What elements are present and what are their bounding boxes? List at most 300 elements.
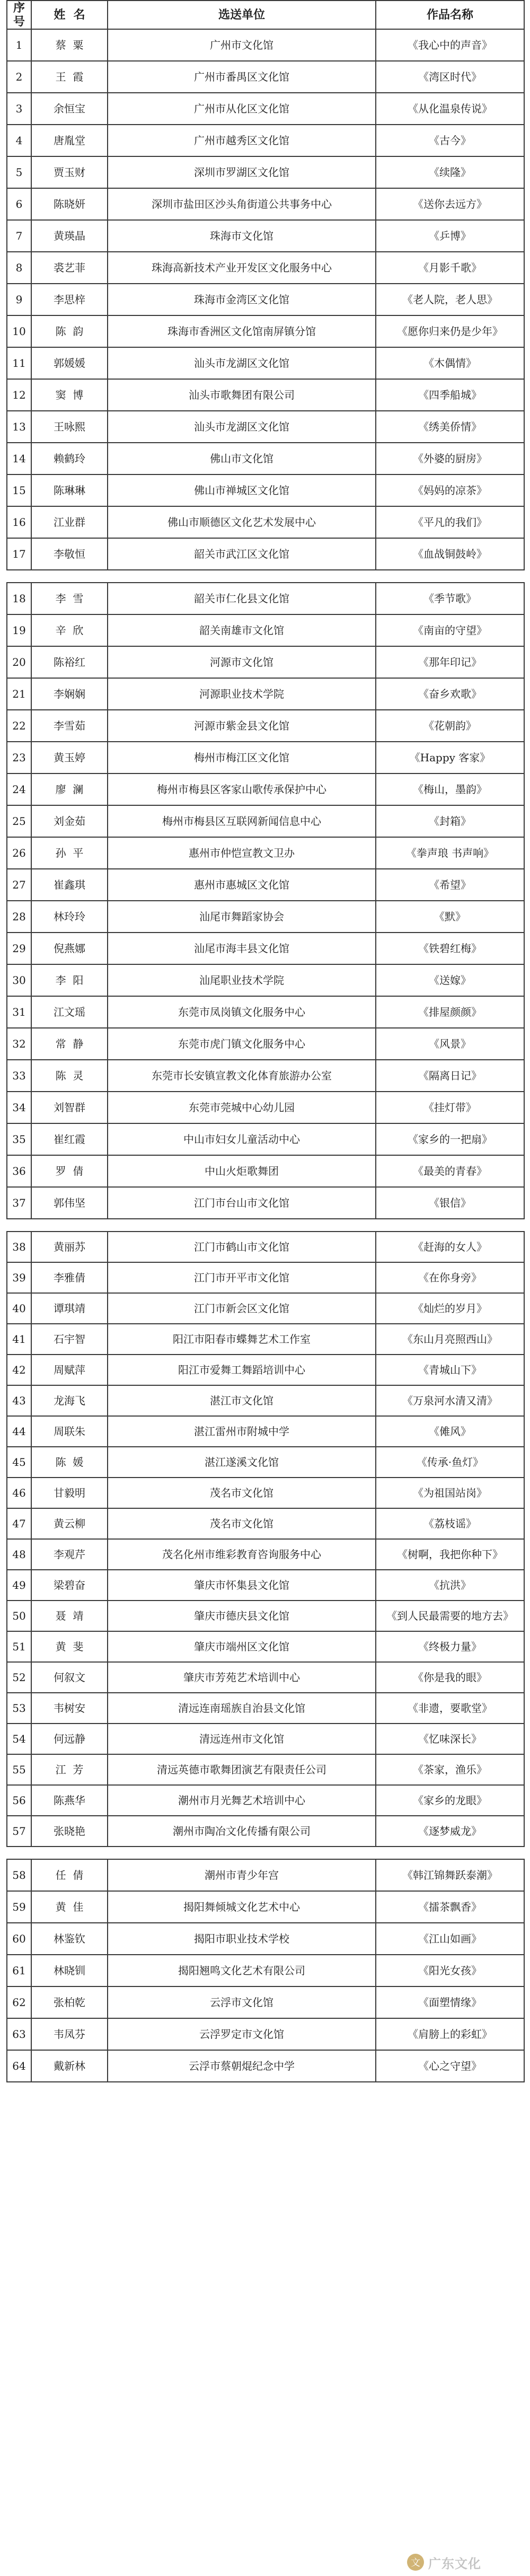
cell-name: 郭伟坚 — [31, 1187, 108, 1219]
cell-work: 《阳光女孩》 — [376, 1955, 524, 1986]
cell-work: 《从化温泉传说》 — [376, 93, 524, 125]
site-logo-icon: 文 — [407, 2554, 424, 2571]
cell-unit: 中山火炬歌舞团 — [108, 1155, 376, 1187]
table-row — [7, 1324, 524, 1355]
cell-unit: 肇庆市芳苑艺术培训中心 — [108, 1662, 376, 1693]
cell-no: 51 — [7, 1631, 31, 1662]
cell-unit: 韶关南雄市文化馆 — [108, 614, 376, 646]
cell-work: 《忆味深长》 — [376, 1724, 524, 1754]
cell-name: 崔鑫琪 — [31, 869, 108, 901]
table-row — [7, 1754, 524, 1785]
cell-unit: 东莞市长安镇宣教文化体育旅游办公室 — [108, 1060, 376, 1092]
cell-no: 48 — [7, 1539, 31, 1570]
cell-no: 3 — [7, 93, 31, 125]
cell-work: 《绣美侨情》 — [376, 411, 524, 443]
cell-work: 《荔枝谣》 — [376, 1508, 524, 1539]
table-row — [7, 678, 524, 710]
cell-name: 倪燕娜 — [31, 933, 108, 964]
cell-name: 王 霞 — [31, 61, 108, 93]
cell-unit: 江门市台山市文化馆 — [108, 1187, 376, 1219]
cell-no: 40 — [7, 1293, 31, 1324]
cell-unit: 潮州市青少年宫 — [108, 1859, 376, 1891]
table-row — [7, 805, 524, 837]
cell-name: 黄瑛晶 — [31, 220, 108, 252]
cell-unit: 揭阳市职业技术学校 — [108, 1923, 376, 1955]
cell-work: 《月影千歌》 — [376, 252, 524, 284]
table-row — [7, 1693, 524, 1724]
table-row — [7, 1631, 524, 1662]
cell-no: 53 — [7, 1693, 31, 1724]
cell-name: 刘金茹 — [31, 805, 108, 837]
cell-no: 6 — [7, 188, 31, 220]
cell-no: 58 — [7, 1859, 31, 1891]
cell-work: 《银信》 — [376, 1187, 524, 1219]
cell-name: 陈裕红 — [31, 646, 108, 678]
cell-work: 《肩膀上的彩虹》 — [376, 2018, 524, 2050]
table-row — [7, 933, 524, 964]
table-row — [7, 538, 524, 570]
cell-unit: 梅州市梅县区互联网新闻信息中心 — [108, 805, 376, 837]
cell-work: 《四季船城》 — [376, 379, 524, 411]
table-row — [7, 1155, 524, 1187]
cell-no: 19 — [7, 614, 31, 646]
table-row — [7, 773, 524, 805]
cell-no: 11 — [7, 347, 31, 379]
cell-no: 31 — [7, 996, 31, 1028]
table-row — [7, 1262, 524, 1293]
cell-work: 《花朝韵》 — [376, 710, 524, 742]
cell-no: 29 — [7, 933, 31, 964]
table-row — [7, 1816, 524, 1847]
cell-unit: 深圳市罗湖区文化馆 — [108, 156, 376, 188]
table-row — [7, 188, 524, 220]
table-row — [7, 2050, 524, 2082]
cell-unit: 汕头市歌舞团有限公司 — [108, 379, 376, 411]
cell-no: 42 — [7, 1355, 31, 1385]
cell-no: 4 — [7, 125, 31, 156]
cell-work: 《你是我的眼》 — [376, 1662, 524, 1693]
cell-unit: 韶关市武江区文化馆 — [108, 538, 376, 570]
cell-no: 25 — [7, 805, 31, 837]
header-no — [7, 1, 31, 29]
cell-unit: 湛江遂溪文化馆 — [108, 1447, 376, 1478]
table-row — [7, 252, 524, 284]
cell-unit: 广州市越秀区文化馆 — [108, 125, 376, 156]
cell-no: 35 — [7, 1123, 31, 1155]
cell-no: 43 — [7, 1385, 31, 1416]
cell-unit: 汕头市龙湖区文化馆 — [108, 347, 376, 379]
cell-unit: 汕尾市舞蹈家协会 — [108, 901, 376, 933]
cell-no: 60 — [7, 1923, 31, 1955]
table-row — [7, 156, 524, 188]
cell-unit: 云浮罗定市文化馆 — [108, 2018, 376, 2050]
cell-name: 李思梓 — [31, 284, 108, 315]
cell-unit: 清远英德市歌舞团演艺有限责任公司 — [108, 1754, 376, 1785]
list-table-part-2 — [6, 582, 525, 1219]
table-row — [7, 1355, 524, 1385]
cell-work: 《乒博》 — [376, 220, 524, 252]
cell-work: 《南亩的守望》 — [376, 614, 524, 646]
cell-work: 《续隆》 — [376, 156, 524, 188]
cell-work: 《心之守望》 — [376, 2050, 524, 2082]
cell-work: 《木偶情》 — [376, 347, 524, 379]
list-table-part-1 — [6, 0, 525, 570]
header-no-line2: 号 — [13, 15, 25, 29]
cell-work: 《送你去远方》 — [376, 188, 524, 220]
cell-no: 24 — [7, 773, 31, 805]
cell-unit: 茂名市文化馆 — [108, 1478, 376, 1508]
cell-unit: 河源市文化馆 — [108, 646, 376, 678]
table-row — [7, 1028, 524, 1060]
cell-work: 《江山如画》 — [376, 1923, 524, 1955]
table-row — [7, 93, 524, 125]
table-row — [7, 614, 524, 646]
table-row — [7, 2018, 524, 2050]
cell-name: 韦凤芬 — [31, 2018, 108, 2050]
table-row — [7, 1601, 524, 1631]
table-row — [7, 1508, 524, 1539]
cell-unit: 东莞市莞城中心幼儿园 — [108, 1092, 376, 1123]
cell-name: 李雪茹 — [31, 710, 108, 742]
cell-name: 陈燕华 — [31, 1785, 108, 1816]
cell-name: 周赋萍 — [31, 1355, 108, 1385]
cell-name: 林玲玲 — [31, 901, 108, 933]
cell-work: 《万泉河水清又清》 — [376, 1385, 524, 1416]
cell-unit: 江门市新会区文化馆 — [108, 1293, 376, 1324]
table-row — [7, 29, 524, 61]
cell-unit: 广州市从化区文化馆 — [108, 93, 376, 125]
cell-name: 林鉴钦 — [31, 1923, 108, 1955]
cell-name: 罗 倩 — [31, 1155, 108, 1187]
cell-no: 8 — [7, 252, 31, 284]
cell-work: 《铁碧红梅》 — [376, 933, 524, 964]
cell-name: 窦 博 — [31, 379, 108, 411]
header-no-line1: 序 — [13, 1, 25, 15]
cell-unit: 江门市开平市文化馆 — [108, 1262, 376, 1293]
cell-unit: 肇庆市德庆县文化馆 — [108, 1601, 376, 1631]
cell-name: 张柏乾 — [31, 1986, 108, 2018]
cell-no: 13 — [7, 411, 31, 443]
cell-name: 黄玉婷 — [31, 742, 108, 773]
cell-name: 李娴娴 — [31, 678, 108, 710]
cell-work: 《擂茶飘香》 — [376, 1891, 524, 1923]
cell-name: 江文瑶 — [31, 996, 108, 1028]
cell-no: 56 — [7, 1785, 31, 1816]
cell-work: 《希望》 — [376, 869, 524, 901]
table-row — [7, 1385, 524, 1416]
cell-name: 李 阳 — [31, 964, 108, 996]
cell-unit: 清远连南瑶族自治县文化馆 — [108, 1693, 376, 1724]
cell-name: 余恒宝 — [31, 93, 108, 125]
cell-work: 《平凡的我们》 — [376, 506, 524, 538]
cell-work: 《外婆的厨房》 — [376, 443, 524, 474]
cell-unit: 汕尾市海丰县文化馆 — [108, 933, 376, 964]
cell-name: 李 雪 — [31, 583, 108, 614]
cell-no: 16 — [7, 506, 31, 538]
cell-work: 《抗洪》 — [376, 1570, 524, 1601]
cell-unit: 湛江雷州市附城中学 — [108, 1416, 376, 1447]
cell-name: 陈 媛 — [31, 1447, 108, 1478]
cell-unit: 茂名市文化馆 — [108, 1508, 376, 1539]
cell-no: 57 — [7, 1816, 31, 1847]
cell-no: 9 — [7, 284, 31, 315]
cell-name: 林晓钏 — [31, 1955, 108, 1986]
table-row — [7, 1986, 524, 2018]
cell-no: 38 — [7, 1232, 31, 1262]
cell-work: 《默》 — [376, 901, 524, 933]
cell-name: 任 倩 — [31, 1859, 108, 1891]
cell-work: 《老人院，老人思》 — [376, 284, 524, 315]
cell-work: 《灿烂的岁月》 — [376, 1293, 524, 1324]
table-row — [7, 869, 524, 901]
cell-no: 1 — [7, 29, 31, 61]
cell-work: 《东山月亮照西山》 — [376, 1324, 524, 1355]
cell-no: 7 — [7, 220, 31, 252]
table-row — [7, 1416, 524, 1447]
table-row — [7, 583, 524, 614]
cell-unit: 佛山市文化馆 — [108, 443, 376, 474]
cell-work: 《赶海的女人》 — [376, 1232, 524, 1262]
table-row — [7, 220, 524, 252]
cell-unit: 梅州市梅江区文化馆 — [108, 742, 376, 773]
cell-name: 李敬恒 — [31, 538, 108, 570]
cell-work: 《最美的青春》 — [376, 1155, 524, 1187]
cell-no: 10 — [7, 315, 31, 347]
cell-unit: 阳江市阳春市蝶舞艺术工作室 — [108, 1324, 376, 1355]
cell-work: 《树啊，我把你种下》 — [376, 1539, 524, 1570]
cell-name: 蔡 粟 — [31, 29, 108, 61]
cell-no: 17 — [7, 538, 31, 570]
cell-name: 甘毅明 — [31, 1478, 108, 1508]
table-row — [7, 411, 524, 443]
cell-unit: 深圳市盐田区沙头角街道公共事务中心 — [108, 188, 376, 220]
cell-no: 21 — [7, 678, 31, 710]
cell-work: 《我心中的声音》 — [376, 29, 524, 61]
cell-work: 《逐梦威龙》 — [376, 1816, 524, 1847]
cell-name: 黄丽苏 — [31, 1232, 108, 1262]
table-row — [7, 1539, 524, 1570]
cell-name: 江业群 — [31, 506, 108, 538]
cell-name: 孙 平 — [31, 837, 108, 869]
cell-work: 《为祖国站岗》 — [376, 1478, 524, 1508]
cell-no: 30 — [7, 964, 31, 996]
table-row — [7, 1232, 524, 1262]
cell-no: 47 — [7, 1508, 31, 1539]
cell-name: 贾玉财 — [31, 156, 108, 188]
table-row — [7, 837, 524, 869]
cell-work: 《面塑情缘》 — [376, 1986, 524, 2018]
cell-unit: 东莞市凤岗镇文化服务中心 — [108, 996, 376, 1028]
cell-work: 《梅山，墨韵》 — [376, 773, 524, 805]
cell-no: 26 — [7, 837, 31, 869]
table-row — [7, 1478, 524, 1508]
cell-unit: 广州市文化馆 — [108, 29, 376, 61]
table-row — [7, 1293, 524, 1324]
cell-work: 《韩江锦舞跃泰潮》 — [376, 1859, 524, 1891]
cell-no: 34 — [7, 1092, 31, 1123]
cell-no: 39 — [7, 1262, 31, 1293]
site-watermark — [407, 2553, 518, 2572]
cell-unit: 珠海市香洲区文化馆南屏镇分馆 — [108, 315, 376, 347]
cell-work: 《湾区时代》 — [376, 61, 524, 93]
cell-unit: 东莞市虎门镇文化服务中心 — [108, 1028, 376, 1060]
table-row — [7, 901, 524, 933]
table-row — [7, 1859, 524, 1891]
cell-unit: 揭阳翘鸣文化艺术有限公司 — [108, 1955, 376, 1986]
cell-work: 《那年印记》 — [376, 646, 524, 678]
award-list — [6, 0, 524, 2082]
table-row — [7, 1662, 524, 1693]
cell-unit: 潮州市月光舞艺术培训中心 — [108, 1785, 376, 1816]
cell-unit: 珠海高新技术产业开发区文化服务中心 — [108, 252, 376, 284]
table-row — [7, 443, 524, 474]
table-row — [7, 1785, 524, 1816]
cell-name: 王咏熙 — [31, 411, 108, 443]
cell-work: 《风景》 — [376, 1028, 524, 1060]
cell-unit: 惠州市仲恺宣教文卫办 — [108, 837, 376, 869]
cell-no: 20 — [7, 646, 31, 678]
header-work: 作品名称 — [376, 1, 524, 29]
cell-no: 23 — [7, 742, 31, 773]
cell-no: 37 — [7, 1187, 31, 1219]
cell-unit: 汕头市龙湖区文化馆 — [108, 411, 376, 443]
cell-name: 龙海飞 — [31, 1385, 108, 1416]
cell-name: 崔红霞 — [31, 1123, 108, 1155]
table-row — [7, 1923, 524, 1955]
cell-no: 59 — [7, 1891, 31, 1923]
cell-no: 55 — [7, 1754, 31, 1785]
cell-no: 27 — [7, 869, 31, 901]
cell-unit: 佛山市禅城区文化馆 — [108, 474, 376, 506]
cell-unit: 云浮市蔡朝焜纪念中学 — [108, 2050, 376, 2082]
cell-work: 《终极力量》 — [376, 1631, 524, 1662]
cell-work: 《非遗，要歌堂》 — [376, 1693, 524, 1724]
cell-name: 石宇智 — [31, 1324, 108, 1355]
cell-work: 《传承·鱼灯》 — [376, 1447, 524, 1478]
cell-no: 33 — [7, 1060, 31, 1092]
cell-name: 陈晓妍 — [31, 188, 108, 220]
cell-no: 62 — [7, 1986, 31, 2018]
cell-work: 《家乡的一把扇》 — [376, 1123, 524, 1155]
cell-unit: 韶关市仁化县文化馆 — [108, 583, 376, 614]
cell-work: 《青城山下》 — [376, 1355, 524, 1385]
table-row — [7, 1724, 524, 1754]
cell-work: 《隔离日记》 — [376, 1060, 524, 1092]
table-row — [7, 964, 524, 996]
cell-name: 戴新林 — [31, 2050, 108, 2082]
list-table-part-4 — [6, 1859, 525, 2082]
cell-no: 36 — [7, 1155, 31, 1187]
cell-unit: 珠海市金湾区文化馆 — [108, 284, 376, 315]
table-row — [7, 996, 524, 1028]
table-row — [7, 379, 524, 411]
cell-name: 张晓艳 — [31, 1816, 108, 1847]
cell-unit: 广州市番禺区文化馆 — [108, 61, 376, 93]
cell-name: 聂 靖 — [31, 1601, 108, 1631]
cell-name: 刘智群 — [31, 1092, 108, 1123]
table-row — [7, 1187, 524, 1219]
cell-no: 32 — [7, 1028, 31, 1060]
cell-work: 《到人民最需要的地方去》 — [376, 1601, 524, 1631]
cell-name: 辛 欣 — [31, 614, 108, 646]
cell-name: 江 芳 — [31, 1754, 108, 1785]
cell-unit: 潮州市陶冶文化传播有限公司 — [108, 1816, 376, 1847]
table-row — [7, 1891, 524, 1923]
cell-no: 64 — [7, 2050, 31, 2082]
cell-no: 5 — [7, 156, 31, 188]
cell-name: 赖鹤玲 — [31, 443, 108, 474]
cell-unit: 云浮市文化馆 — [108, 1986, 376, 2018]
cell-unit: 珠海市文化馆 — [108, 220, 376, 252]
table-row — [7, 315, 524, 347]
table-row — [7, 347, 524, 379]
cell-unit: 惠州市惠城区文化馆 — [108, 869, 376, 901]
cell-unit: 佛山市顺德区文化艺术发展中心 — [108, 506, 376, 538]
cell-name: 陈 韵 — [31, 315, 108, 347]
cell-unit: 阳江市爱舞工舞蹈培训中心 — [108, 1355, 376, 1385]
cell-unit: 清远连州市文化馆 — [108, 1724, 376, 1754]
cell-work: 《封箱》 — [376, 805, 524, 837]
table-row — [7, 61, 524, 93]
cell-name: 李观芹 — [31, 1539, 108, 1570]
cell-no: 44 — [7, 1416, 31, 1447]
cell-no: 14 — [7, 443, 31, 474]
cell-name: 廖 澜 — [31, 773, 108, 805]
cell-unit: 中山市妇女儿童活动中心 — [108, 1123, 376, 1155]
cell-work: 《拳声琅 书声响》 — [376, 837, 524, 869]
cell-no: 50 — [7, 1601, 31, 1631]
cell-no: 45 — [7, 1447, 31, 1478]
cell-no: 41 — [7, 1324, 31, 1355]
cell-name: 周联朱 — [31, 1416, 108, 1447]
cell-work: 《家乡的龙眼》 — [376, 1785, 524, 1816]
cell-no: 2 — [7, 61, 31, 93]
cell-name: 梁碧奋 — [31, 1570, 108, 1601]
table-row — [7, 710, 524, 742]
header-unit: 选送单位 — [108, 1, 376, 29]
cell-work: 《季节歌》 — [376, 583, 524, 614]
cell-name: 何叙文 — [31, 1662, 108, 1693]
cell-no: 12 — [7, 379, 31, 411]
cell-unit: 揭阳舞倾城文化艺术中心 — [108, 1891, 376, 1923]
table-row — [7, 646, 524, 678]
cell-no: 28 — [7, 901, 31, 933]
cell-work: 《茶家，渔乐》 — [376, 1754, 524, 1785]
cell-no: 46 — [7, 1478, 31, 1508]
cell-unit: 河源职业技术学院 — [108, 678, 376, 710]
cell-no: 18 — [7, 583, 31, 614]
cell-name: 韦树安 — [31, 1693, 108, 1724]
cell-work: 《送嫁》 — [376, 964, 524, 996]
cell-name: 唐胤堂 — [31, 125, 108, 156]
cell-work: 《奋乡欢歌》 — [376, 678, 524, 710]
table-row — [7, 742, 524, 773]
header-name: 姓 名 — [31, 1, 108, 29]
cell-unit: 河源市紫金县文化馆 — [108, 710, 376, 742]
table-row — [7, 125, 524, 156]
cell-work: 《傩风》 — [376, 1416, 524, 1447]
cell-unit: 梅州市梅县区客家山歌传承保护中心 — [108, 773, 376, 805]
cell-work: 《在你身旁》 — [376, 1262, 524, 1293]
table-row — [7, 1123, 524, 1155]
table-row — [7, 1092, 524, 1123]
cell-no: 54 — [7, 1724, 31, 1754]
table-row — [7, 1955, 524, 1986]
watermark-text: 广东文化 — [428, 2556, 481, 2571]
cell-unit: 肇庆市怀集县文化馆 — [108, 1570, 376, 1601]
cell-no: 22 — [7, 710, 31, 742]
table-row — [7, 1570, 524, 1601]
